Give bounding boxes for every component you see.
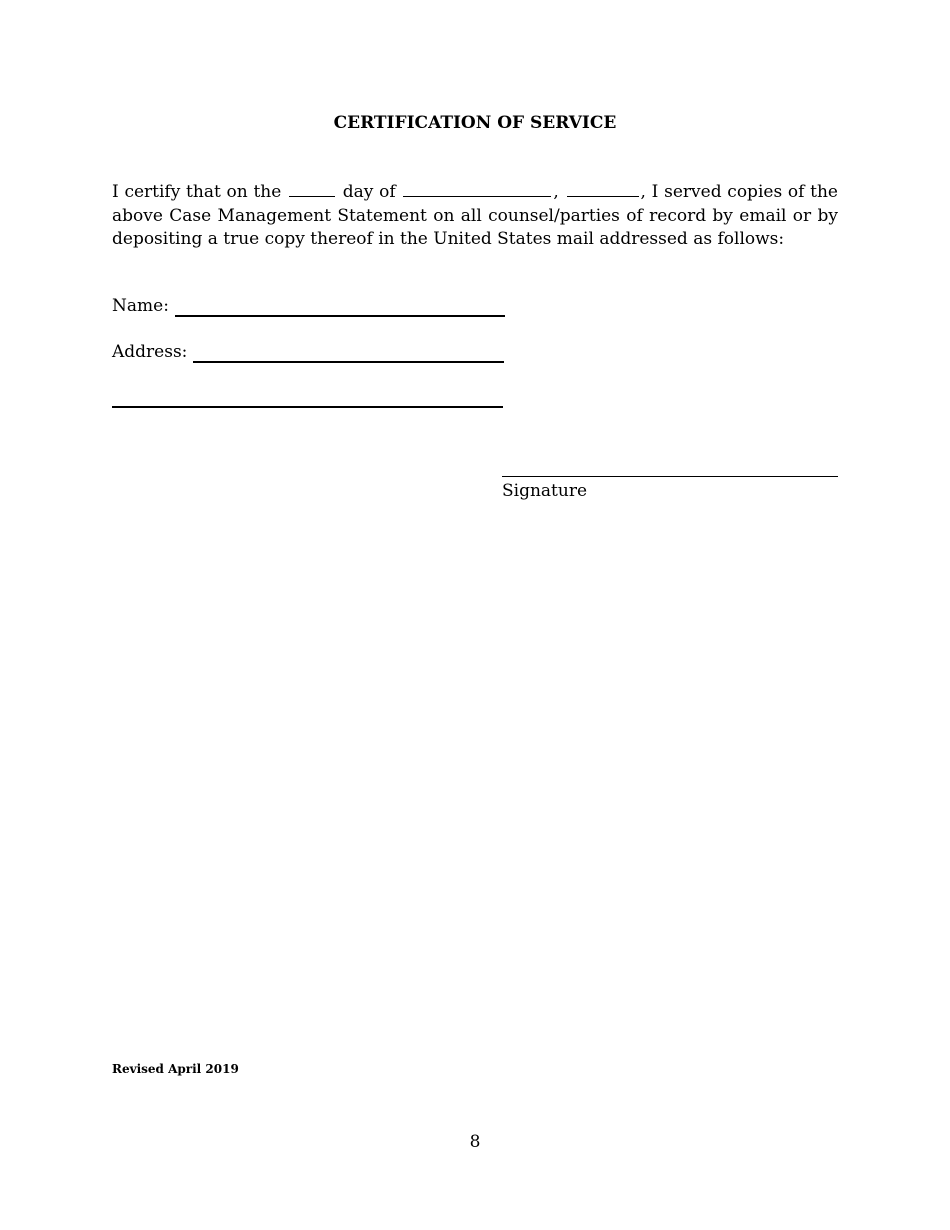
page-number: 8 [469, 1132, 481, 1152]
revised-note: Revised April 2019 [112, 1062, 239, 1076]
page-title: CERTIFICATION OF SERVICE [333, 113, 617, 133]
address-field-row [112, 341, 504, 363]
address-line-2-field[interactable] [112, 406, 503, 408]
certification-paragraph [112, 180, 838, 252]
name-field[interactable] [175, 297, 505, 317]
year-blank-field[interactable] [567, 180, 639, 197]
signature-label: Signature [502, 481, 588, 501]
certification-text-part1: I certify that on the [112, 182, 282, 202]
name-label: Name: [112, 296, 169, 316]
certification-text-part2: day of [342, 182, 396, 202]
address-field[interactable] [193, 343, 504, 363]
address-label: Address: [112, 342, 188, 362]
certification-text-part4: , I served copies of the above Case Management Statement on all counsel/parties of record by email or by depositing a true copy thereof in the United States mail addressed as follows: [112, 182, 838, 249]
month-blank-field[interactable] [403, 180, 551, 197]
day-blank-field[interactable] [289, 180, 335, 197]
certification-text-part3: , [553, 182, 559, 202]
signature-block [502, 476, 838, 502]
signature-line[interactable] [502, 476, 838, 477]
name-field-row [112, 295, 505, 317]
